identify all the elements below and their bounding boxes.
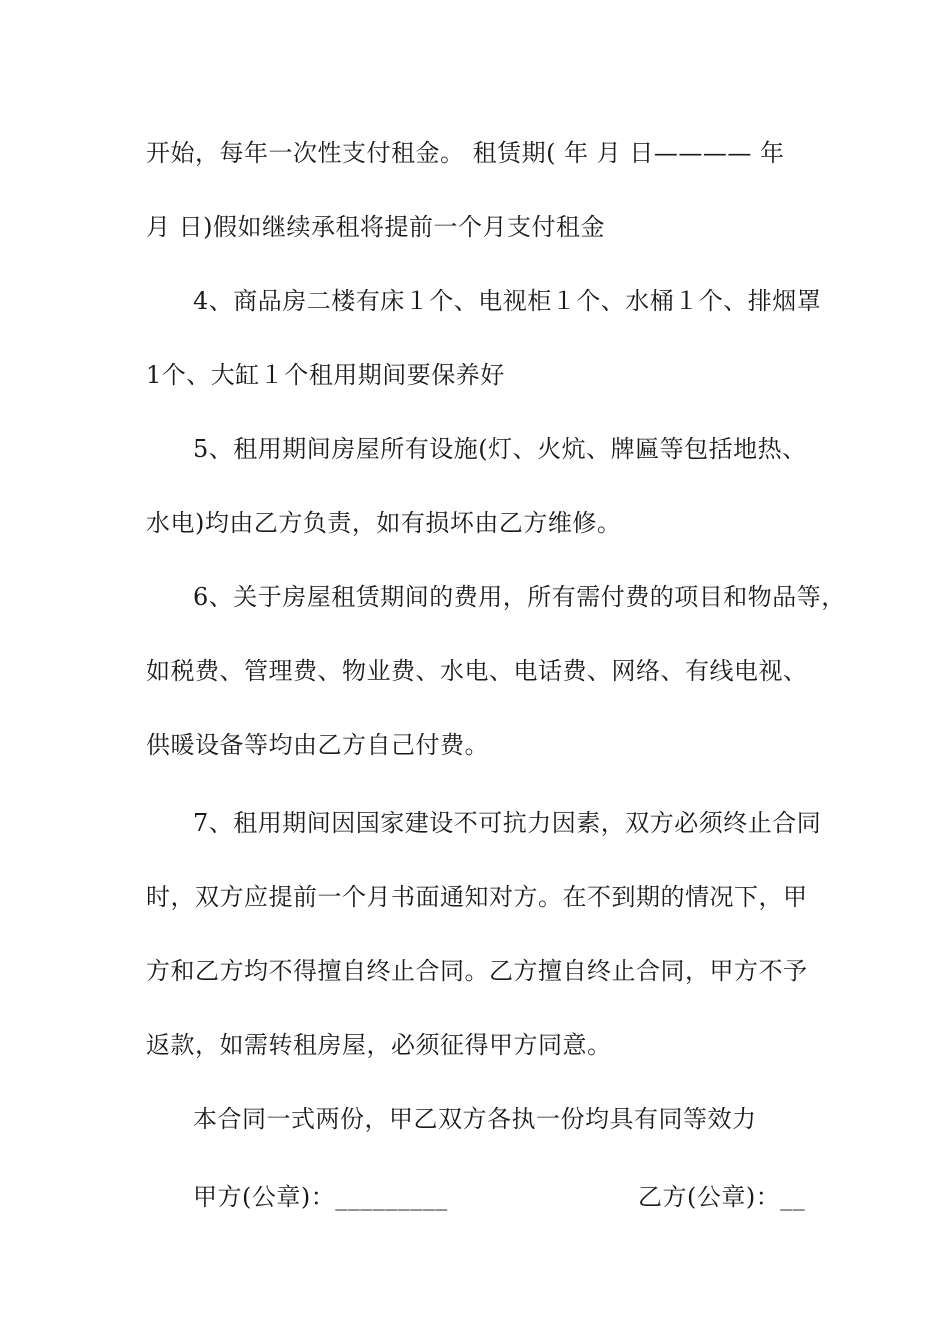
clause-7-line-2: 时，双方应提前一个月书面通知对方。在不到期的情况下，甲	[146, 883, 808, 911]
clause-6-line-2: 如税费、管理费、物业费、水电、电话费、网络、有线电视、	[146, 657, 808, 685]
clause-5-line-1: 5、租用期间房屋所有设施(灯、火炕、牌匾等包括地热、	[193, 435, 807, 463]
clause-7-line-3: 方和乙方均不得擅自终止合同。乙方擅自终止合同，甲方不予	[146, 957, 808, 985]
clause-7-line-1: 7、租用期间因国家建设不可抗力因素，双方必须终止合同	[193, 809, 822, 837]
clause-6-line-1: 6、关于房屋租赁期间的费用，所有需付费的项目和物品等，	[193, 583, 846, 611]
closing-statement: 本合同一式两份，甲乙双方各执一份均具有同等效力	[193, 1105, 757, 1133]
clause-7-line-4: 返款，如需转租房屋，必须征得甲方同意。	[146, 1031, 612, 1059]
clause-4-line-2: 1个、大缸１个租用期间要保养好	[146, 361, 505, 389]
party-b-signature: 乙方(公章)：__	[638, 1183, 806, 1211]
text-line-1: 开始，每年一次性支付租金。 租赁期( 年 月 日———— 年	[146, 139, 785, 167]
party-a-signature: 甲方(公章)：_________	[193, 1183, 448, 1211]
clause-4-line-1: 4、商品房二楼有床１个、电视柜１个、水桶１个、排烟罩	[193, 287, 822, 315]
clause-6-line-3: 供暖设备等均由乙方自己付费。	[146, 731, 489, 759]
clause-5-line-2: 水电)均由乙方负责，如有损坏由乙方维修。	[146, 509, 622, 537]
text-line-2: 月 日)假如继续承租将提前一个月支付租金	[146, 213, 605, 241]
